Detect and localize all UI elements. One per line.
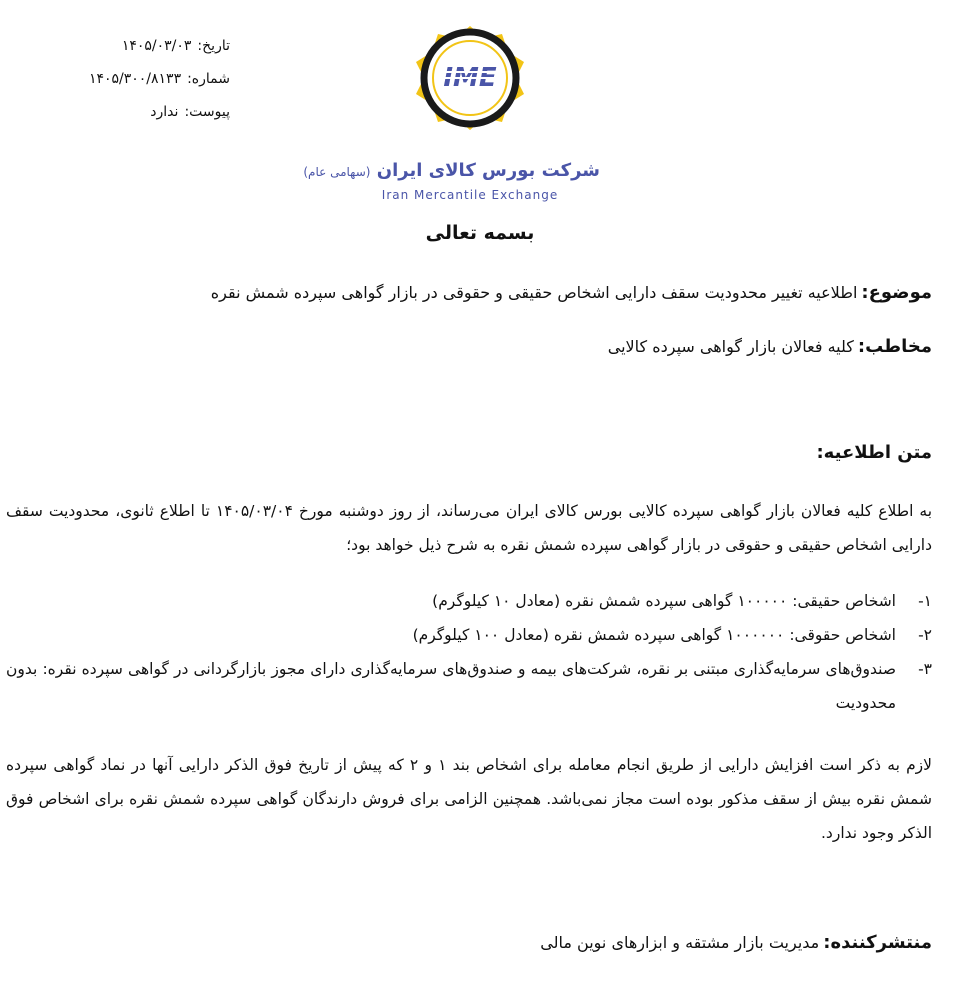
document-meta (40, 34, 230, 133)
subject-label: موضوع: (861, 282, 932, 303)
list-item-number: ۲- (918, 626, 932, 644)
limits-list (6, 584, 932, 720)
notice-title-line (20, 442, 932, 463)
intro-paragraph: به اطلاع کلیه فعالان بازار گواهی سپرده کالایی بورس کالای ایران می‌رساند، از روز دوشنبه مورخ ۱۴۰۵/۰۳/۰۴ تا اطلاع ثانوی، محدودیت سقف دارایی اشخاص حقیقی و حقوقی در بازار گواهی سپرده شمش نقره به شرح ذیل خواهد بود؛ (6, 502, 933, 554)
publisher-line (20, 932, 932, 953)
list-item-text: صندوق‌های سرمایه‌گذاری مبتنی بر نقره، شرکت‌های بیمه و صندوق‌های سرمایه‌گذاری دارای مجوز بازارگردانی در گواهی سپرده نقره: بدون محدودیت (6, 660, 896, 712)
company-logo (303, 20, 600, 202)
document-heading: بسمه تعالی (425, 222, 535, 244)
company-name-en: Iran Mercantile Exchange (381, 188, 559, 202)
notice-title: متن اطلاعیه: (816, 442, 932, 463)
attachment-value: ندارد (150, 104, 179, 120)
ime-emblem-icon (412, 20, 528, 136)
number-value: ۱۴۰۵/۳۰۰/۸۱۳۳ (88, 71, 182, 87)
date-row (40, 34, 230, 67)
emblem-text: IME (443, 63, 497, 93)
list-item (6, 584, 932, 618)
date-label: تاریخ: (197, 38, 230, 54)
company-name-fa (303, 160, 600, 181)
company-name-fa-main: شرکت بورس کالای ایران (376, 160, 600, 181)
attachment-label: پیوست: (184, 104, 230, 120)
number-row (40, 67, 230, 100)
closing-paragraph: لازم به ذکر است افزایش دارایی از طریق انجام معامله برای اشخاص بند ۱ و ۲ که پیش از تاریخ فوق الذکر دارایی آنها در نماد گواهی سپرده شمش نقره بیش از سقف مذکور بوده است مجاز نمی‌باشد. همچنین الزامی برای فروش دارندگان گواهی سپرده شمش نقره برای اشخاص فوق الذکر وجود ندارد. (6, 756, 932, 842)
list-item-text: اشخاص حقیقی: ۱۰۰۰۰۰ گواهی سپرده شمش نقره (معادل ۱۰ کیلوگرم) (432, 592, 896, 610)
publisher-text: مدیریت بازار مشتقه و ابزارهای نوین مالی (540, 933, 820, 952)
addressee-label: مخاطب: (857, 336, 932, 357)
subject-line (20, 282, 932, 303)
list-item (6, 618, 932, 652)
company-name-fa-suffix: (سهامی عام) (303, 165, 371, 179)
list-item-number: ۱- (918, 592, 932, 610)
date-value: ۱۴۰۵/۰۳/۰۳ (121, 38, 192, 54)
publisher-label: منتشرکننده: (823, 932, 932, 953)
addressee-line (20, 336, 932, 357)
list-item-text: اشخاص حقوقی: ۱۰۰۰۰۰۰ گواهی سپرده شمش نقره (معادل ۱۰۰ کیلوگرم) (412, 626, 896, 644)
list-item-number: ۳- (918, 660, 932, 678)
list-item (6, 652, 932, 720)
number-label: شماره: (187, 71, 230, 87)
subject-text: اطلاعیه تغییر محدودیت سقف دارایی اشخاص حقیقی و حقوقی در بازار گواهی سپرده شمش نقره (210, 283, 858, 302)
addressee-text: کلیه فعالان بازار گواهی سپرده کالایی (607, 337, 854, 356)
attachment-row (40, 100, 230, 133)
